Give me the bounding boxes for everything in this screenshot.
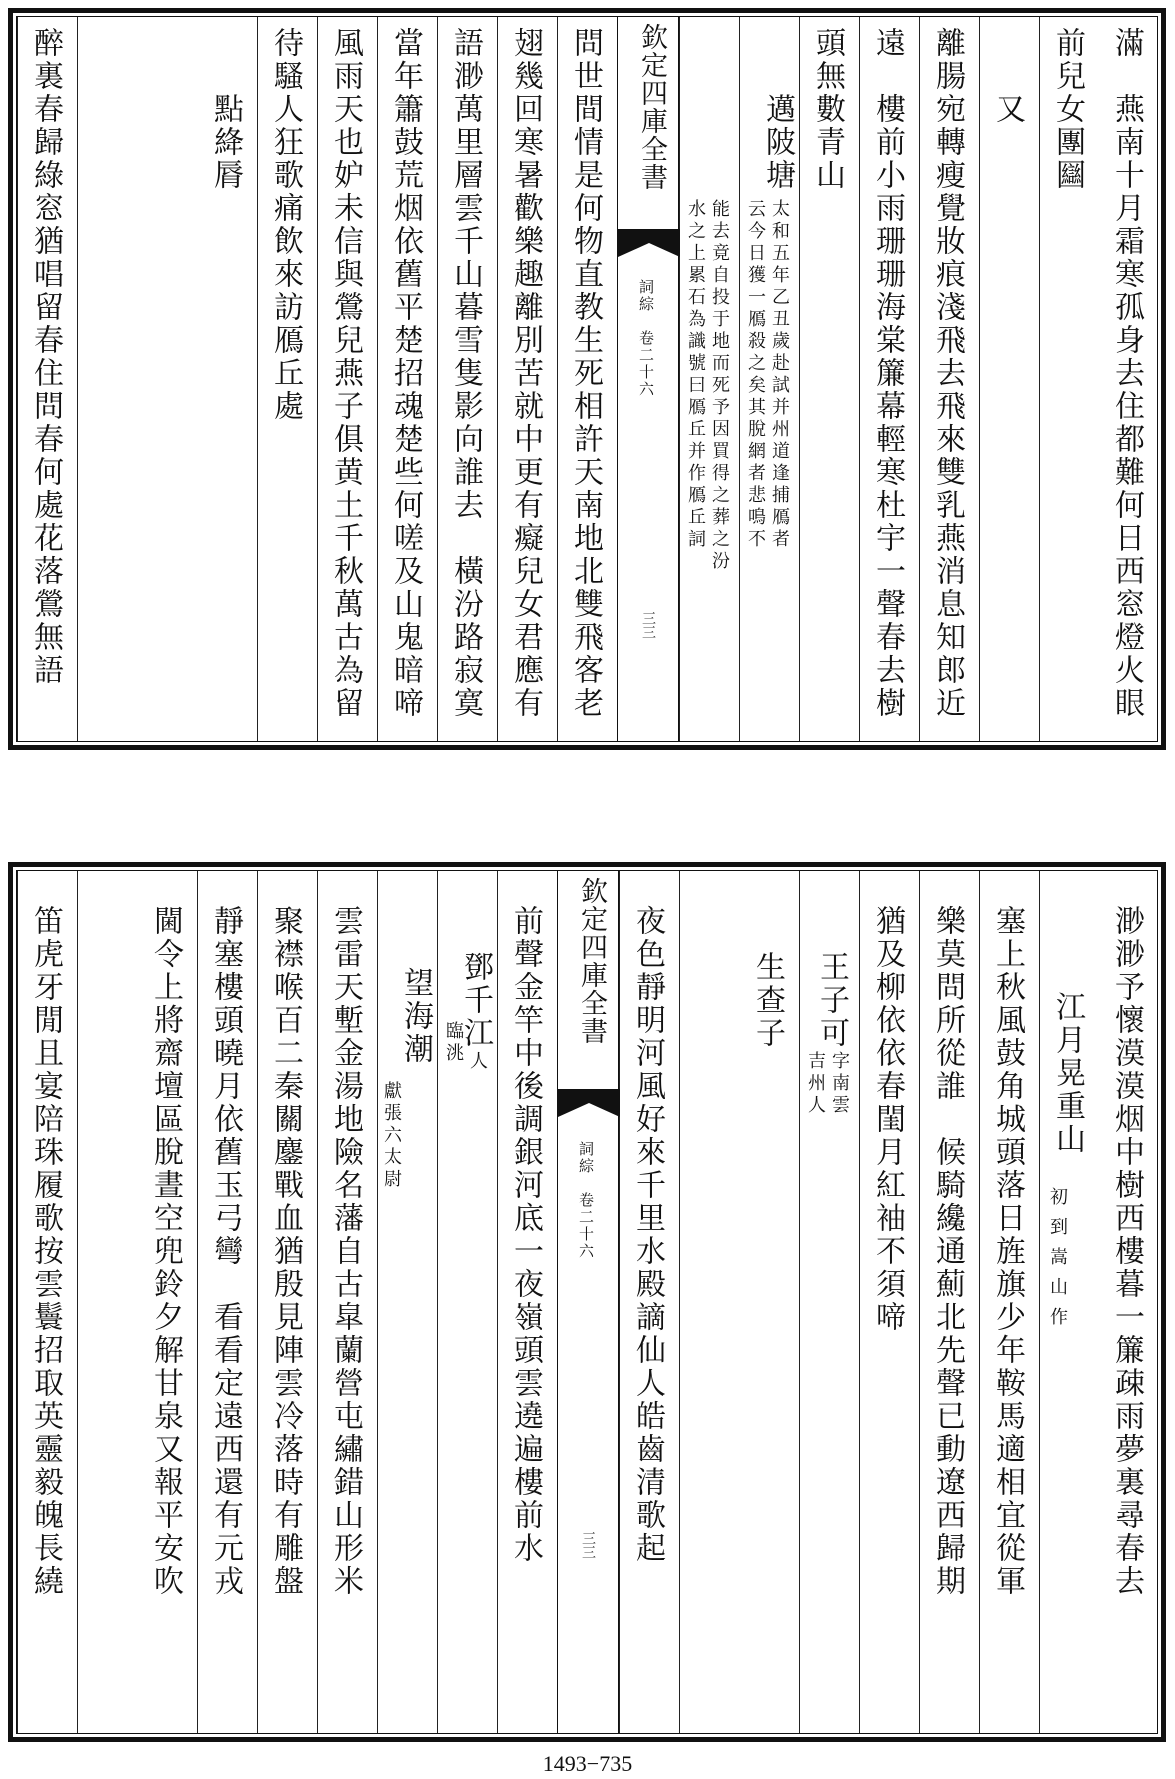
top-col-8 <box>679 17 739 741</box>
column-text: 雲雷天塹金湯地險名藩自古皐蘭營屯繡錯山形米 <box>328 905 363 1598</box>
column-text: 翅幾回寒暑歡樂趣離別苦就中更有癡兒女君應有 <box>508 27 543 720</box>
bottom-col-1 <box>1099 871 1159 1733</box>
column-text: 語渺萬里層雲千山暮雪隻影向誰去 橫汾路寂寞 <box>448 27 483 720</box>
top-center-strip <box>617 17 679 741</box>
column-text: 生查子 <box>750 951 785 1050</box>
column-text: 猶及柳依依春閨月紅袖不須啼 <box>870 905 905 1334</box>
bottom-col-6 <box>799 871 859 1733</box>
column-text: 前聲金竿中後調銀河底一夜嶺頭雲遶遍樓前水 <box>508 905 543 1565</box>
top-col-11 <box>437 17 497 741</box>
bottom-col-4 <box>919 871 979 1733</box>
column-text: 風雨天也妒未信與鶯兒燕子俱黄土千秋萬古為留 <box>328 27 363 720</box>
column-text: 樂莫問所從誰 候騎纔通薊北先聲已動遼西歸期 <box>930 905 965 1598</box>
top-col-6 <box>799 17 859 741</box>
bottom-col-8 <box>619 871 679 1733</box>
bottom-col-2 <box>1039 871 1099 1733</box>
fishtail-mark-icon <box>618 229 680 259</box>
column-text: 聚襟喉百二秦關鏖戰血猶殷見陣雲冷落時有雕盤 <box>268 905 303 1598</box>
column-text: 又 <box>990 93 1025 126</box>
annotation-left: 人 <box>467 1051 488 1073</box>
column-text: 頭無數青山 <box>810 27 845 192</box>
column-text: 待騷人狂歌痛飲來訪鴈丘處 <box>268 27 303 423</box>
column-text: 閫令上將齋壇區脫晝空兜鈴夕解甘泉又報平安吹 <box>148 905 183 1598</box>
column-text: 夜色靜明河風好來千里水殿謫仙人皓齒清歌起 <box>630 905 665 1565</box>
bottom-col-9 <box>497 871 557 1733</box>
annotation-left: 水之上累石為識號曰鴈丘并作鴈丘詞 <box>685 199 706 551</box>
bottom-col-16 <box>17 871 77 1733</box>
top-col-7 <box>739 17 799 741</box>
top-col-5 <box>859 17 919 741</box>
bottom-col-14 <box>197 871 257 1733</box>
column-text: 笛虎牙閒且宴陪珠履歌按雲鬟招取英靈毅魄長繞 <box>28 905 63 1598</box>
bottom-col-11 <box>377 871 437 1733</box>
bottom-col-5 <box>859 871 919 1733</box>
book-title: 欽定四庫全書 <box>576 877 607 1045</box>
top-col-9 <box>557 17 617 741</box>
top-page-inner <box>16 16 1158 742</box>
annotation-right: 能去竟自投于地而死予因買得之葬之汾 <box>709 199 730 573</box>
column-text: 點絳脣 <box>208 93 243 192</box>
column-text: 江月晃重山 <box>1050 991 1085 1156</box>
column-text: 前兒女團圝 <box>1050 27 1085 192</box>
column-text: 王子可 <box>814 951 849 1050</box>
fishtail-mark-icon <box>558 1089 620 1119</box>
column-text: 邁陂塘 <box>760 93 795 192</box>
bottom-col-10 <box>437 871 497 1733</box>
column-text: 望海潮 <box>398 967 433 1066</box>
bottom-page-inner <box>16 870 1158 1734</box>
juan-label: 詞綜 卷二十六 <box>637 279 655 398</box>
annotation-right: 太和五年乙丑歲赴試并州道逢捕鴈者 <box>769 199 790 551</box>
top-col-14 <box>257 17 317 741</box>
juan-label: 詞綜 卷二十六 <box>577 1141 595 1260</box>
annotation-left: 云今日獲一鴈殺之矣其脫網者悲鳴不 <box>745 199 766 551</box>
top-col-2 <box>1039 17 1099 741</box>
annotation-right: 字南雲 <box>829 1051 850 1117</box>
column-text: 醉裏春歸綠窓猶唱留春住問春何處花落鶯無語 <box>28 27 63 687</box>
bottom-col-3 <box>979 871 1039 1733</box>
top-col-16 <box>17 17 77 741</box>
bottom-center-strip <box>557 871 619 1733</box>
bottom-col-7 <box>679 871 799 1733</box>
top-col-4 <box>919 17 979 741</box>
column-text: 靜塞樓頭曉月依舊玉弓彎 看看定遠西還有元戎 <box>208 905 243 1598</box>
annotation-right: 臨洮 <box>443 1021 464 1065</box>
column-text: 塞上秋風鼓角城頭落日旌旗少年鞍馬適相宜從軍 <box>990 905 1025 1598</box>
bottom-col-15 <box>77 871 197 1733</box>
annotation-left: 吉州人 <box>805 1051 826 1117</box>
top-col-12 <box>377 17 437 741</box>
column-text: 當年簫鼓荒烟依舊平楚招魂楚些何嗟及山鬼暗啼 <box>388 27 423 720</box>
column-text: 滿 燕南十月霜寒孤身去住都難何日西窓燈火眼 <box>1109 27 1144 720</box>
column-text: 問世間情是何物直教生死相許天南地北雙飛客老 <box>568 27 603 720</box>
top-col-13 <box>317 17 377 741</box>
column-text: 渺渺予懷漠漠烟中樹西樓暮一簾疎雨夢裏尋春去 <box>1109 905 1144 1598</box>
column-text: 遠 樓前小雨珊珊海棠簾幕輕寒杜宇一聲春去樹 <box>870 27 905 720</box>
leaf-number: 三三 <box>640 611 656 639</box>
column-text: 鄧千江 <box>458 951 493 1050</box>
top-col-3 <box>979 17 1039 741</box>
bottom-col-12 <box>317 871 377 1733</box>
column-text: 離腸宛轉瘦覺妝痕淺飛去飛來雙乳燕消息知郎近 <box>930 27 965 720</box>
book-title: 欽定四庫全書 <box>636 23 667 191</box>
annotation: 初到嵩山作 <box>1047 1187 1068 1337</box>
top-col-15 <box>77 17 257 741</box>
leaf-number: 三三 <box>580 1531 596 1559</box>
annotation: 獻張六太尉 <box>381 1081 402 1191</box>
top-col-10 <box>497 17 557 741</box>
bottom-col-13 <box>257 871 317 1733</box>
top-col-1 <box>1099 17 1159 741</box>
page-number: 1493−735 <box>542 1751 633 1776</box>
